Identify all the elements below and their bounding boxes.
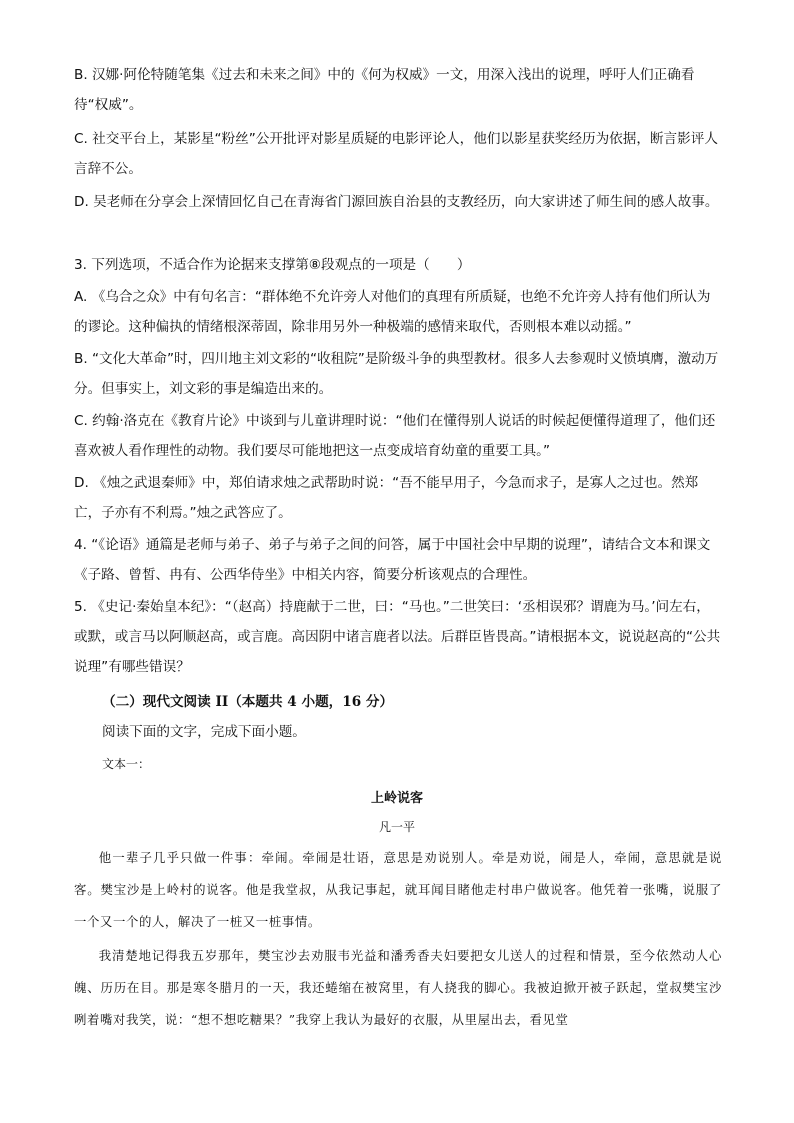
reading-instruction: 阅读下面的文字，完成下面小题。	[102, 724, 306, 740]
option-c-prev: C. 社交平台上，某影星“粉丝”公开批评对影星质疑的电影评论人，他们以影星获奖经历为依据，断言影评人言辞不公。	[74, 131, 718, 177]
question-3-stem: 3. 下列选项，不适合作为论据来支撑第⑧段观点的一项是（ ）	[74, 257, 471, 273]
question-3-option-a: A. 《乌合之众》中有句名言：“群体绝不允许旁人对他们的真理有所质疑，也绝不允许旁人持有他们所认为的谬论。这种偏执的情绪根深蒂固，除非用另外一种极端的感情来取代，否则根本难以动摇。”	[74, 289, 711, 335]
question-3-option-c: C. 约翰·洛克在《教育片论》中谈到与儿童讲理时说：“他们在懂得别人说话的时候起便懂得道理了，他们还喜欢被人看作理性的动物。我们要尽可能地把这一点变成培育幼童的重要工具。”	[74, 413, 716, 459]
text-one-label: 文本一：	[102, 757, 151, 771]
story-paragraph-2: 我清楚地记得我五岁那年，樊宝沙去劝服韦光益和潘秀香夫妇要把女儿送人的过程和情景，至今依然动人心魄、历历在目。那是寒冬腊月的一天，我还蜷缩在被窝里，有人挠我的脚心。我被迫掀开被子跃起，堂叔樊宝沙咧着嘴对我笑，说：“想不想吃糖果？”我穿上我认为最好的衣服，从里屋出去，看见堂	[74, 948, 722, 1027]
section-heading: （二）现代文阅读 II（本题共 4 小题，16 分）	[102, 694, 394, 710]
story-paragraph-1: 他一辈子几乎只做一件事：牵闹。牵闹是壮语，意思是劝说别人。牵是劝说，闹是人，牵闹，意思就是说客。樊宝沙是上岭村的说客。他是我堂叔，从我记事起，就耳闻目睹他走村串户做说客。他凭着一张嘴，说服了一个又一个的人，解决了一桩又一桩事情。	[74, 850, 722, 929]
question-3-option-d: D. 《烛之武退秦师》中，郑伯请求烛之武帮助时说：“吾不能早用子，今急而求子，是寡人之过也。然郑亡，子亦有不利焉。”烛之武答应了。	[74, 475, 699, 521]
story-title: 上岭说客	[370, 791, 423, 806]
story-author: 凡一平	[378, 820, 415, 834]
question-3-option-b: B. “文化大革命”时，四川地主刘文彩的“收租院”是阶级斗争的典型教材。很多人去参观时义愤填膺，激动万分。但事实上，刘文彩的事是编造出来的。	[74, 351, 719, 397]
option-d-prev: D. 吴老师在分享会上深情回忆自己在青海省门源回族自治县的支教经历，向大家讲述了师生间的感人故事。	[74, 194, 719, 210]
question-5: 5. 《史记·秦始皇本纪》：“（赵高）持鹿献于二世，曰：“马也。”二世笑曰：‘丞相误邪？谓鹿为马。’问左右，或默，或言马以阿顺赵高，或言鹿。高因阴中诸言鹿者以法。后群臣皆畏高。”请根据本文，说说赵高的“公共说理”有哪些错误？	[74, 599, 721, 675]
option-b-prev: B. 汉娜·阿伦特随笔集《过去和未来之间》中的《何为权威》一文，用深入浅出的说理，呼吁人们正确看待“权威”。	[74, 67, 695, 113]
question-4: 4. “《论语》通篇是老师与弟子、弟子与弟子之间的问答，属于中国社会中早期的说理”，请结合文本和课文《子路、曾皙、冉有、公西华侍坐》中相关内容，简要分析该观点的合理性。	[74, 537, 711, 583]
